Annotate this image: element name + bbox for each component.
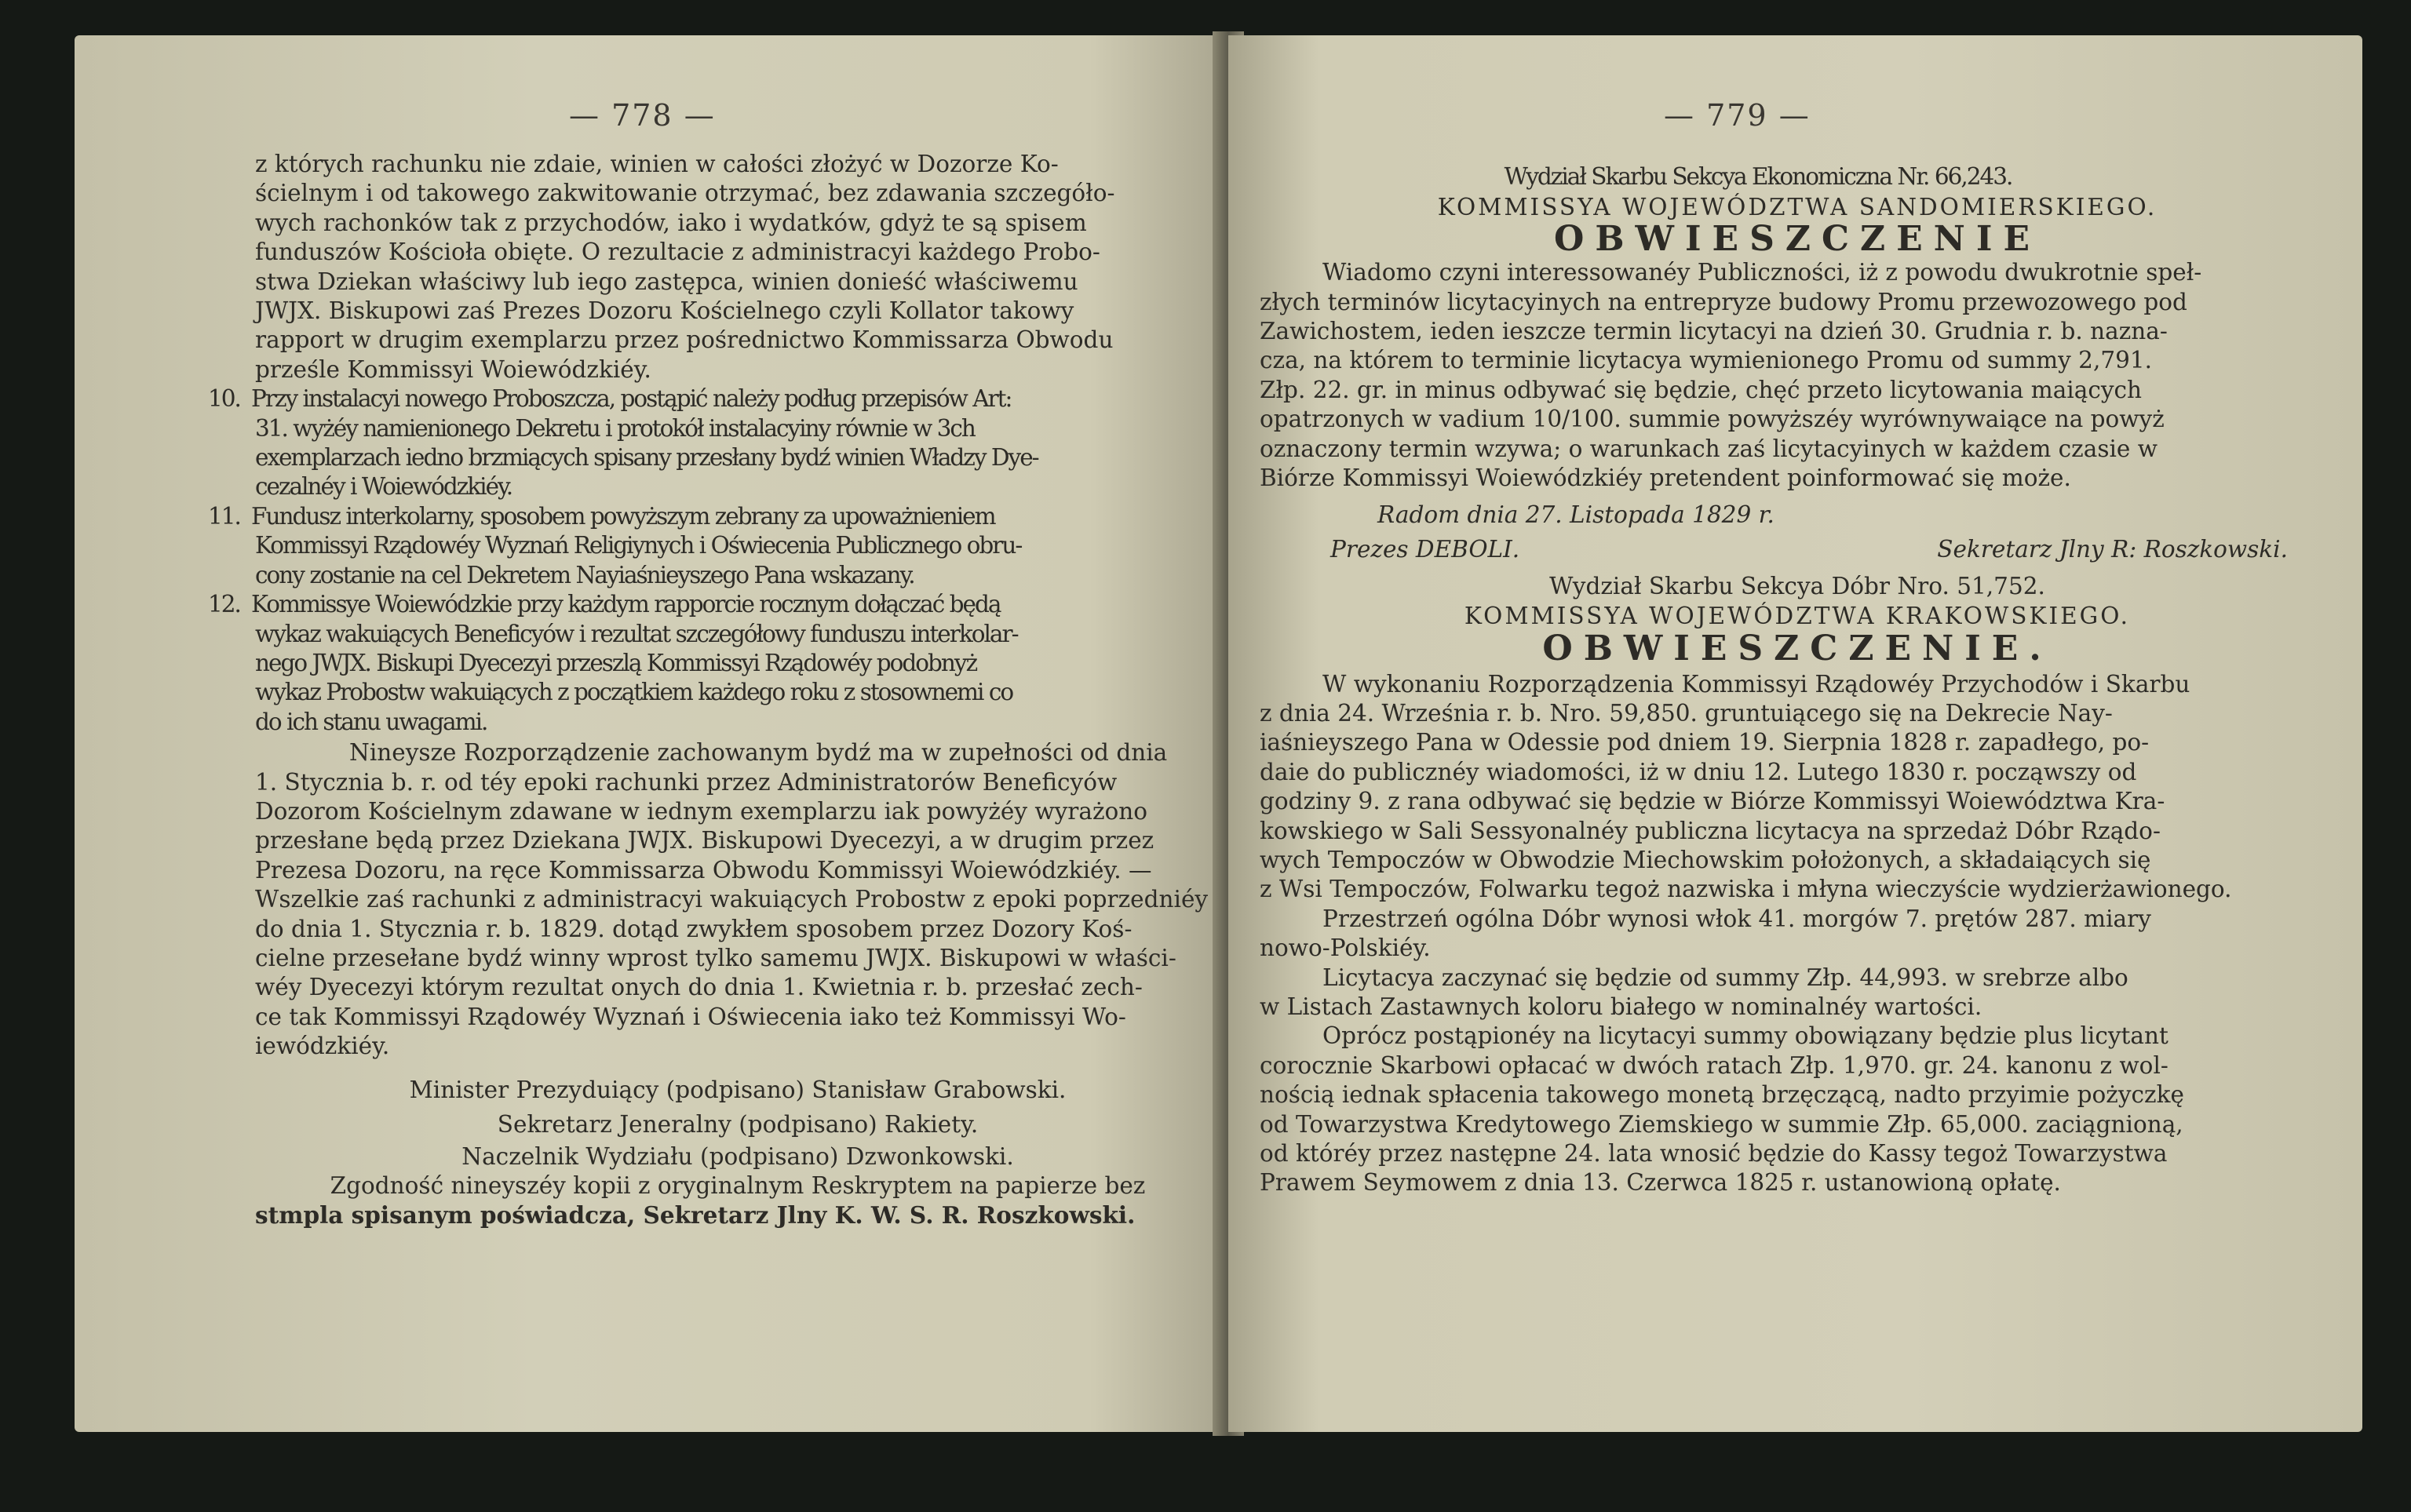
text-line: iaśnieyszego Pana w Odessie pod dniem 19. Sierpnia 1828 r. zapadłego, po- bbox=[1260, 729, 2150, 756]
text-line: Biórze Kommissyi Woiewódzkiéy pretendent poinformować się może. bbox=[1260, 465, 2071, 492]
text-line: W wykonaniu Rozporządzenia Kommissyi Rządowéy Przychodów i Skarbu bbox=[1322, 670, 2190, 698]
secretary-signature: Sekretarz Jlny R: Roszkowski. bbox=[1937, 535, 2288, 563]
text-line: iewódzkiéy. bbox=[255, 1033, 390, 1060]
commission-name: KOMMISSYA WOJEWÓDZTWA SANDOMIERSKIEGO. bbox=[1437, 194, 2157, 221]
text-line: ce tak Kommissyi Rządowéy Wyznań i Oświecenia iako też Kommissyi Wo- bbox=[255, 1003, 1126, 1030]
text-line: 1. Stycznia b. r. od téy epoki rachunki przez Administratorów Beneficyów bbox=[255, 768, 1118, 796]
department-line: Wydział Skarbu Sekcya Dóbr Nro. 51,752. bbox=[1549, 573, 2045, 600]
text-line: do dnia 1. Stycznia r. b. 1829. dotąd zwykłem sposobem przez Dozory Koś- bbox=[255, 915, 1133, 942]
department-line: Wydział Skarbu Sekcya Ekonomiczna Nr. 66,243. bbox=[1504, 163, 2012, 190]
text-line: Fundusz interkolarny, sposobem powyższym zebrany za upoważnieniem bbox=[251, 502, 995, 530]
signatures bbox=[255, 1073, 1220, 1230]
attest-line: stmpla spisanym poświadcza, Sekretarz Jlny K. W. S. R. Roszkowski. bbox=[255, 1201, 1136, 1229]
text-line: cony zostanie na cel Dekretem Nayiaśnieyszego Pana wskazany. bbox=[255, 561, 914, 588]
text-line: złych terminów licytacyinych na entrepryze budowy Promu przewozowego pod bbox=[1260, 288, 2187, 315]
text-line: Licytacya zaczynać się będzie od summy Złp. 44,993. w srebrze albo bbox=[1322, 964, 2128, 991]
text-line: Kommissyi Rządowéy Wyznań Religiynych i Oświecenia Publicznego obru- bbox=[255, 532, 1022, 559]
text-line: z których rachunku nie zdaie, winien w całości złożyć w Dozorze Ko- bbox=[255, 151, 1059, 177]
notice-krakow bbox=[1260, 572, 2335, 1198]
page-number-left: — 778 — bbox=[569, 98, 716, 133]
text-line: rapport w drugim exemplarzu przez pośrednictwo Kommissarza Obwodu bbox=[255, 326, 1114, 354]
text-line: wykaz wakuiących Beneficyów i rezultat szczegółowy funduszu interkolar- bbox=[255, 620, 1018, 647]
item-12 bbox=[208, 590, 1220, 737]
text-line: Oprócz postąpionéy na licytacyi summy obowiązany będzie plus licytant bbox=[1322, 1022, 2168, 1050]
text-line: przesłane będą przez Dziekana JWJX. Biskupowi Dyecezyi, a w drugim przez bbox=[255, 827, 1154, 854]
text-line: kowskiego w Sali Sessyonalnéy publiczna licytacya na sprzedaż Dóbr Rządo- bbox=[1260, 817, 2161, 844]
left-page bbox=[75, 35, 1228, 1432]
notice-sandomierz bbox=[1260, 162, 2335, 564]
text-line: corocznie Skarbowi opłacać w dwóch ratach Złp. 1,970. gr. 24. kanonu z wol- bbox=[1260, 1051, 2168, 1079]
text-line: wéy Dyecezyi którym rezultat onych do dnia 1. Kwietnia r. b. przesłać zech- bbox=[255, 974, 1143, 1001]
right-page bbox=[1228, 35, 2362, 1432]
notice-signatures bbox=[1260, 535, 2335, 564]
text-line: JWJX. Biskupowi zaś Prezes Dozoru Kościelnego czyli Kollator takowy bbox=[255, 297, 1074, 325]
text-line: Kommissye Woiewódzkie przy każdym rapporcie rocznym dołączać będą bbox=[251, 591, 1001, 618]
text-line: z Wsi Tempoczów, Folwarku tegoż nazwiska i młyna wieczyście wydzierżawionego. bbox=[1260, 876, 2232, 903]
text-line: Dozorom Kościelnym zdawane w iednym exemplarzu iak powyżéy wyrażono bbox=[255, 797, 1148, 825]
text-line: godziny 9. z rana odbywać się będzie w Biórze Kommissyi Woiewództwa Kra- bbox=[1260, 788, 2165, 815]
text-line: opatrzonych w vadium 10/100. summie powyższéy wyrównywaiące na powyż bbox=[1260, 406, 2165, 433]
president-signature: Prezes DEBOLI. bbox=[1330, 535, 1520, 563]
text-line: cielne przesełane bydź winny wprost tylko samemu JWJX. Biskupowi w właści- bbox=[255, 944, 1176, 971]
item-number: 12. bbox=[208, 591, 240, 618]
commission-name: KOMMISSYA WOJEWÓDZTWA KRAKOWSKIEGO. bbox=[1464, 602, 2131, 629]
item-10 bbox=[208, 384, 1220, 502]
notice-heading: OBWIESZCZENIE bbox=[1554, 218, 2041, 259]
text-line: wych rachonków tak z przychodów, iako i wydatków, gdyż te są spisem bbox=[255, 209, 1087, 236]
text-line: nością iednak spłacenia takowego monetą brzęczącą, nadto przyimie pożyczkę bbox=[1260, 1081, 2184, 1109]
text-line: exemplarzach iedno brzmiących spisany przesłany bydź winien Władzy Dye- bbox=[255, 444, 1038, 472]
closing-paragraph bbox=[255, 738, 1220, 1061]
text-line: stwa Dziekan właściwy lub iego zastępca, winien donieść właściwemu bbox=[255, 268, 1078, 295]
text-line: od któréy przez następne 24. lata wnosić będzie do Kassy tegoż Towarzystwa bbox=[1260, 1140, 2168, 1167]
text-line: 31. wyżéy namienionego Dekretu i protokół instalacyiny równie w 3ch bbox=[255, 414, 975, 442]
text-line: funduszów Kościoła obięte. O rezultacie z administracyi każdego Probo- bbox=[255, 239, 1100, 266]
text-line: do ich stanu uwagami. bbox=[255, 708, 487, 735]
text-line: Prawem Seymowem z dnia 13. Czerwca 1825 r. ustanowioną opłatę. bbox=[1260, 1169, 2061, 1197]
text-line: oznaczony termin wzywa; o warunkach zaś licytacyinych w każdem czasie w bbox=[1260, 435, 2157, 462]
text-line: Prezesa Dozoru, na ręce Kommissarza Obwodu Kommissyi Woiewódzkiéy. — bbox=[255, 856, 1152, 884]
text-line: Nineysze Rozporządzenie zachowanym bydź ma w zupełności od dnia bbox=[349, 739, 1168, 767]
text-line: nowo-Polskiéy. bbox=[1260, 935, 1431, 962]
text-line: nego JWJX. Biskupi Dyecezyi przeszlą Kommissyi Rządowéy podobnyż bbox=[255, 649, 977, 676]
signature-secretary: Sekretarz Jeneralny (podpisano) Rakiety. bbox=[497, 1110, 979, 1138]
item-number: 10. bbox=[208, 385, 240, 413]
text-line: w Listach Zastawnych koloru białego w nominalnéy wartości. bbox=[1260, 993, 1982, 1020]
text-line: cezalnéy i Woiewódzkiéy. bbox=[255, 473, 512, 501]
text-line: cza, na którem to terminie licytacya wymienionego Promu od summy 2,791. bbox=[1260, 347, 2153, 374]
text-line: Wszelkie zaś rachunki z administracyi wakuiących Probostw z epoki poprzedniéy bbox=[255, 886, 1209, 913]
page-number-right: — 779 — bbox=[1664, 98, 1811, 133]
text-line: prześle Kommissyi Woiewódzkiéy. bbox=[255, 355, 651, 383]
text-line: wych Tempoczów w Obwodzie Miechowskim położonych, a składaiących się bbox=[1260, 846, 2151, 873]
notice-heading: OBWIESZCZENIE. bbox=[1542, 628, 2052, 669]
text-line: Przy instalacyi nowego Proboszcza, postąpić należy podług przepisów Art: bbox=[251, 385, 1012, 413]
text-line: daie do publicznéy wiadomości, iż w dniu 12. Lutego 1830 r. począwszy od bbox=[1260, 758, 2137, 785]
signature-director: Naczelnik Wydziału (podpisano) Dzwonkowski. bbox=[461, 1142, 1014, 1170]
notice-date: Radom dnia 27. Listopada 1829 r. bbox=[1377, 501, 1775, 529]
text-line: Zawichostem, ieden ieszcze termin licytacyi na dzień 30. Grudnia r. b. nazna- bbox=[1260, 318, 2168, 345]
text-line: ścielnym i od takowego zakwitowanie otrzymać, bez zdawania szczegóło- bbox=[255, 180, 1115, 207]
text-line: z dnia 24. Września r. b. Nro. 59,850. gruntuiącego się na Dekrecie Nay- bbox=[1260, 699, 2113, 727]
text-line: Złp. 22. gr. in minus odbywać się będzie, chęć przeto licytowania maiących bbox=[1260, 376, 2143, 403]
text-line: wykaz Probostw wakuiących z początkiem każdego roku z stosownemi co bbox=[255, 679, 1013, 706]
item-11 bbox=[208, 502, 1220, 590]
text-line: Przestrzeń ogólna Dóbr wynosi włok 41. morgów 7. prętów 287. miary bbox=[1322, 905, 2151, 932]
left-page-text bbox=[208, 150, 1220, 1230]
item-number: 11. bbox=[208, 502, 240, 530]
attest-line: Zgodność nineyszéy kopii z oryginalnym Reskryptem na papierze bez bbox=[330, 1171, 1146, 1199]
text-line: Wiadomo czyni interessowanéy Publiczności, iż z powodu dwukrotnie speł- bbox=[1322, 259, 2202, 286]
text-line: od Towarzystwa Kredytowego Ziemskiego w summie Złp. 65,000. zaciągnioną, bbox=[1260, 1110, 2183, 1138]
signature-minister: Minister Prezyduiący (podpisano) Stanisław Grabowski. bbox=[409, 1076, 1067, 1103]
right-page-text bbox=[1260, 162, 2335, 1198]
